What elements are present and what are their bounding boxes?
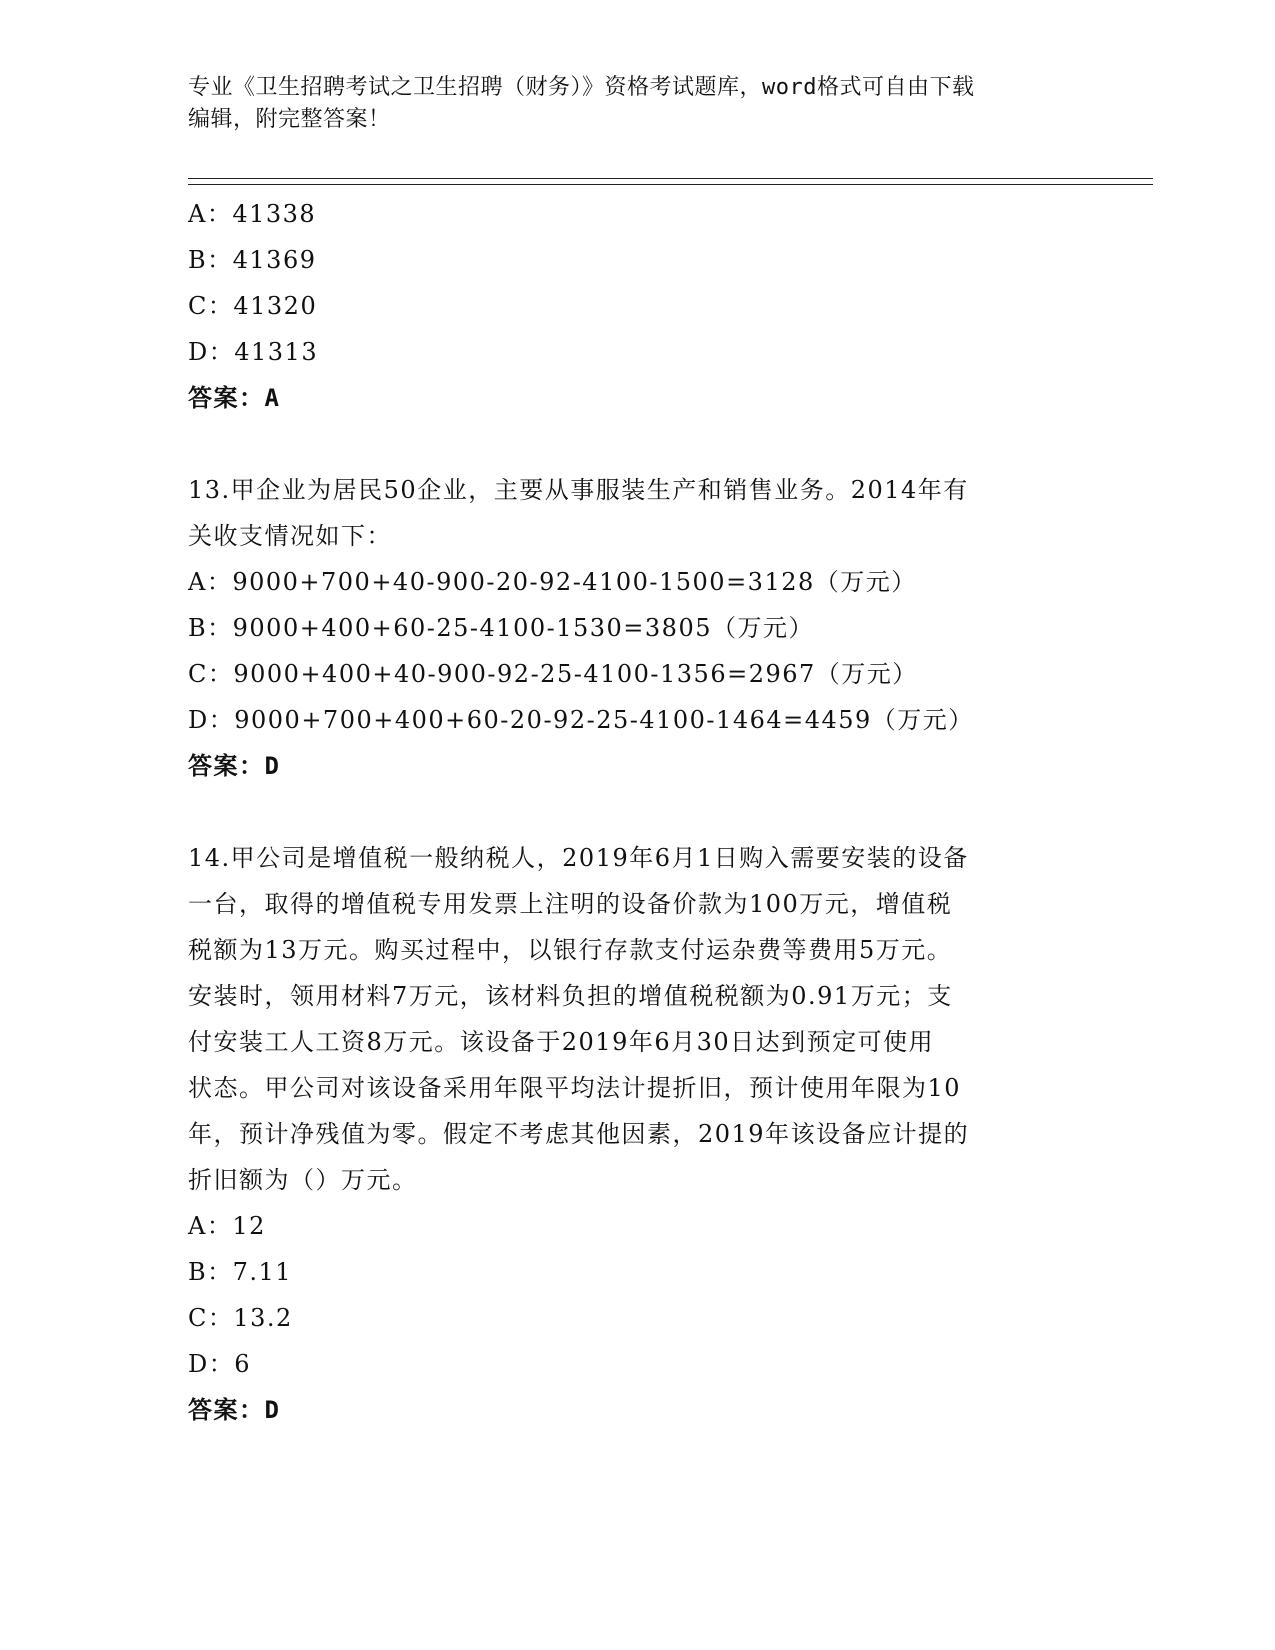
q12-option-d: D：41313 — [188, 338, 319, 366]
document-header — [188, 72, 1068, 136]
q14-answer: 答案：D — [188, 1396, 281, 1424]
q12-option-a: A：41338 — [188, 200, 317, 228]
q14-stem-line-3: 税额为13万元。购买过程中，以银行存款支付运杂费等费用5万元。 — [188, 936, 953, 964]
q13-answer: 答案：D — [188, 752, 281, 780]
q14-stem-line-1: 14.甲公司是增值税一般纳税人，2019年6月1日购入需要安装的设备 — [188, 844, 969, 872]
q14-option-c: C：13.2 — [188, 1304, 293, 1332]
q14-stem-line-2: 一台，取得的增值税专用发票上注明的设备价款为100万元，增值税 — [188, 890, 953, 918]
q13-option-c: C：9000+400+40-900-92-25-4100-1356=2967（万元） — [188, 660, 918, 688]
question-14-block — [188, 835, 1088, 1433]
q14-stem-line-8: 折旧额为（）万元。 — [188, 1166, 418, 1194]
q13-option-d: D：9000+700+400+60-20-92-25-4100-1464=4459（万元） — [188, 706, 974, 734]
header-divider-bottom — [188, 184, 1153, 185]
q12-option-b: B：41369 — [188, 246, 317, 274]
header-divider-top — [188, 178, 1153, 179]
q14-option-b: B：7.11 — [188, 1258, 293, 1286]
question-13-block — [188, 467, 1088, 789]
q12-answer: 答案：A — [188, 384, 281, 412]
header-line-1: 专业《卫生招聘考试之卫生招聘（财务）》资格考试题库，word格式可自由下载 — [188, 75, 975, 100]
q13-option-b: B：9000+400+60-25-4100-1530=3805（万元） — [188, 614, 814, 642]
header-line-2: 编辑，附完整答案！ — [188, 107, 391, 132]
q14-stem-line-7: 年，预计净残值为零。假定不考虑其他因素，2019年该设备应计提的 — [188, 1120, 970, 1148]
q13-stem-line-1: 13.甲企业为居民50企业，主要从事服装生产和销售业务。2014年有 — [188, 476, 969, 504]
q14-stem-line-6: 状态。甲公司对该设备采用年限平均法计提折旧，预计使用年限为10 — [188, 1074, 962, 1102]
q14-stem-line-5: 付安装工人工资8万元。该设备于2019年6月30日达到预定可使用 — [188, 1028, 935, 1056]
spacer — [188, 421, 1088, 467]
q14-stem-line-4: 安装时，领用材料7万元，该材料负担的增值税税额为0.91万元；支 — [188, 982, 953, 1010]
q12-option-c: C：41320 — [188, 292, 318, 320]
question-12-block — [188, 191, 1088, 421]
document-body — [188, 191, 1088, 1433]
q14-option-d: D：6 — [188, 1350, 252, 1378]
spacer — [188, 789, 1088, 835]
q14-option-a: A：12 — [188, 1212, 266, 1240]
q13-option-a: A：9000+700+40-900-20-92-4100-1500=3128（万元） — [188, 568, 917, 596]
q13-stem-line-2: 关收支情况如下： — [188, 522, 392, 550]
